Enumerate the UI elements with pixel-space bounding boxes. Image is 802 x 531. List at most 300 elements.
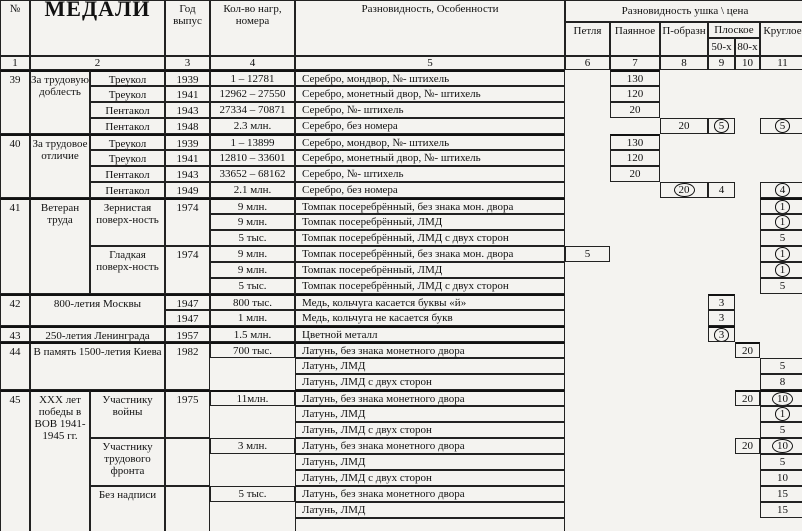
medal-type-text: Пентакол [105,105,150,117]
column-number-text: 9 [718,57,725,69]
variant-description-text: Латунь, ЛМД [302,360,366,372]
issue-year [165,182,210,198]
issue-year-text: 1947 [176,313,199,325]
medal-type [90,102,165,118]
issue-year [165,390,210,438]
price-c10 [735,438,760,454]
medal-name-text: 250-летия Ленинграда [45,330,150,342]
column-number [610,56,660,70]
award-count [210,198,295,214]
issue-year [165,246,210,294]
issue-year [165,294,210,310]
award-count [210,214,295,230]
medal-number-text: 44 [9,346,21,358]
medal-name-text: XXX лет победы в ВОВ 1941-1945 гг. [34,394,86,442]
variant-description-text: Латунь, ЛМД с двух сторон [302,472,432,484]
award-count [210,294,295,310]
variant-description [295,422,565,438]
header-c9-text: 50-х [711,41,732,53]
header-c6-text: Петля [573,25,602,37]
variant-description-text: Серебро, мондвор, №- штихель [302,136,450,149]
variant-description [295,390,565,406]
award-count-text: 27334 – 70871 [219,104,286,116]
variant-description [295,486,565,502]
header-count-text: Кол-во нагр, номера [223,3,282,27]
award-count [210,166,295,182]
award-count-text: 2.1 млн. [233,184,272,196]
award-count [210,358,295,374]
price-value: 5 [779,424,786,436]
price-c11 [760,118,802,134]
header-c8-text: П-образн [662,25,706,37]
column-number [565,56,610,70]
price-value: 5 [584,248,591,260]
issue-year [165,342,210,390]
medal-number-text: 42 [9,298,21,310]
price-c11 [760,486,802,502]
award-count-text: 33652 – 68162 [219,168,286,180]
award-count-text: 5 тыс. [238,280,267,292]
price-c7 [610,166,660,182]
award-count-text: 11млн. [236,392,269,405]
variant-description-text: Латунь, без знака монетного двора [302,488,465,500]
header-c11 [760,22,802,56]
price-value: 20 [678,120,690,132]
issue-year-text: 1943 [176,105,199,117]
price-value: 20 [629,168,641,180]
header-flat-text: Плоское [714,24,754,36]
price-c9 [708,294,735,310]
award-count-text: 9 млн. [237,248,268,260]
price-value: 20 [674,183,695,197]
column-number-text: 1 [12,57,18,69]
award-count-text: 800 тыс. [232,296,273,309]
issue-year [165,310,210,326]
header-loop-group [565,0,802,22]
variant-description-text: Томпак посеребрённый, ЛМД [302,264,443,276]
price-value: 5 [779,280,786,292]
variant-description-text: Серебро, №- штихель [302,104,404,116]
header-loop-group-text: Разновидность ушка \ цена [621,5,749,17]
award-count-text: 9 млн. [237,200,268,213]
medal-name [30,326,165,342]
award-count-text: 9 млн. [237,216,268,228]
price-c11 [760,246,802,262]
column-number [30,56,165,70]
column-number [295,56,565,70]
price-value: 3 [718,296,725,309]
medal-type [90,134,165,150]
medal-type-text: Пентакол [105,185,150,197]
medal-number [0,294,30,326]
header-count [210,0,295,56]
issue-year-text: 1939 [176,138,199,150]
medal-name [30,342,165,390]
header-c8 [660,22,708,56]
price-c7 [610,86,660,102]
price-c11 [760,358,802,374]
variant-description [295,294,565,310]
award-count [210,406,295,422]
issue-year [165,198,210,246]
award-count [210,310,295,326]
price-c9 [708,310,735,326]
variant-description-text: Медь, кольчуга касается буквы «й» [302,296,467,309]
variant-description [295,278,565,294]
variant-description [295,470,565,486]
variant-description-text: Латунь, ЛМД [302,504,366,516]
variant-description [295,182,565,198]
column-number [708,56,735,70]
award-count [210,278,295,294]
medal-type [90,166,165,182]
medal-type [90,118,165,134]
medal-number-text: 39 [9,74,21,86]
price-value: 5 [779,360,786,372]
variant-description [295,150,565,166]
header-desc [295,0,565,56]
medal-name-text: В память 1500-летия Киева [33,346,162,358]
issue-year [165,150,210,166]
price-value: 20 [742,440,753,452]
header-c7-text: Паянное [614,25,656,37]
medal-type-text: Гладкая поверх-ность [96,249,159,273]
medal-type-text: Пентакол [105,121,150,133]
medal-name [30,198,90,294]
award-count-text: 2.3 млн. [233,120,272,132]
issue-year [165,86,210,102]
variant-description [295,374,565,390]
issue-year [165,102,210,118]
variant-description [295,102,565,118]
price-value: 130 [626,136,644,149]
issue-year [165,438,210,486]
variant-description [295,310,565,326]
award-count [210,262,295,278]
header-year-text: Год выпус [173,3,202,27]
variant-description-text: Цветной металл [302,328,378,341]
medal-type [90,182,165,198]
price-value: 5 [714,119,730,133]
award-count [210,182,295,198]
price-value: 5 [779,456,786,468]
variant-description-text: Латунь, ЛМД [302,456,366,468]
column-number-text: 7 [632,57,638,69]
variant-description [295,230,565,246]
variant-description [295,502,565,518]
medal-name [30,294,165,326]
award-count [210,518,295,531]
price-c11 [760,262,802,278]
price-c10 [735,390,760,406]
award-count [210,150,295,166]
variant-description-text: Томпак посеребрённый, без знака мон. двора [302,200,514,213]
price-c11 [760,182,802,198]
price-value: 10 [772,392,793,406]
variant-description [295,262,565,278]
medal-type-text: Пентакол [105,169,150,181]
medal-number-text: 40 [9,138,21,150]
header-title [30,0,165,56]
medal-type-text: Треукол [108,153,147,165]
medal-type-text: Участнику войны [102,394,153,418]
medal-name [30,70,90,134]
price-c9 [708,326,735,342]
medal-type [90,486,165,531]
medal-name-text: Ветеран труда [40,202,80,226]
column-number [210,56,295,70]
medal-type-text: Треукол [108,89,147,101]
column-number-text: 2 [94,57,101,69]
price-value: 8 [779,376,786,388]
column-number-text: 10 [742,57,753,69]
medal-number [0,390,30,531]
header-c9 [708,38,735,56]
variant-description-text: Латунь, ЛМД [302,408,366,420]
issue-year [165,326,210,342]
medal-name-text: За трудовую доблесть [31,74,89,98]
header-c10-text: 80-х [737,41,758,53]
variant-description-text: Латунь, ЛМД с двух сторон [302,424,432,436]
award-count-text: 12810 – 33601 [219,152,286,164]
variant-description-text: Серебро, №- штихель [302,168,404,180]
award-count-text: 700 тыс. [232,344,273,357]
header-flat [708,22,760,38]
award-count [210,70,295,86]
price-value: 4 [775,183,791,197]
medal-name [30,390,90,531]
medal-name [30,134,90,198]
column-number-text: 5 [427,57,433,69]
award-count [210,438,295,454]
variant-description-text: Серебро, без номера [302,184,398,196]
column-number [660,56,708,70]
variant-description-text: Латунь, без знака монетного двора [302,440,465,452]
price-c11 [760,502,802,518]
price-c11 [760,422,802,438]
variant-description-text: Латунь, без знака монетного двора [302,392,465,405]
variant-description [295,406,565,422]
medal-number-text: 43 [9,330,21,342]
price-value: 5 [779,232,786,244]
variant-description [295,70,565,86]
issue-year-text: 1939 [176,74,199,86]
price-c11 [760,214,802,230]
issue-year [165,166,210,182]
variant-description [295,326,565,342]
price-c7 [610,150,660,166]
price-value: 120 [626,152,644,164]
price-c9 [708,182,735,198]
medal-type-text: Зернистая поверх-ность [96,202,159,226]
variant-description-text: Томпак посеребрённый, ЛМД с двух сторон [302,280,509,292]
issue-year [165,70,210,86]
column-number-text: 4 [249,57,256,69]
column-number [760,56,802,70]
variant-description-text: Томпак посеребрённый, ЛМД с двух сторон [302,232,509,244]
medal-number [0,342,30,390]
medal-type [90,198,165,246]
price-value: 3 [718,312,725,324]
medal-type [90,438,165,486]
medal-type [90,70,165,86]
variant-description-text: Серебро, монетный двор, №- штихель [302,88,481,100]
price-value: 10 [772,439,793,453]
issue-year-text: 1941 [176,89,199,101]
issue-year-text: 1975 [176,394,199,406]
price-c11 [760,470,802,486]
variant-description-text: Латунь, без знака монетного двора [302,344,465,357]
price-c7 [610,102,660,118]
column-number-text: 8 [681,57,687,69]
header-c11-text: Круглое [763,25,802,37]
medal-name-text: 800-летия Москвы [53,298,142,310]
award-count-text: 5 тыс. [238,488,267,500]
medal-number [0,134,30,198]
price-value: 20 [629,104,641,116]
price-value: 1 [775,263,791,277]
column-number [165,56,210,70]
variant-description [295,166,565,182]
price-c9 [708,118,735,134]
header-c7 [610,22,660,56]
award-count-text: 1 – 13899 [230,136,275,149]
price-value: 1 [775,215,791,229]
price-value: 20 [742,344,753,357]
medal-type-text: Треукол [108,74,147,86]
issue-year-text: 1949 [176,185,199,197]
award-count-text: 5 тыс. [238,232,267,244]
variant-description [295,342,565,358]
award-count-text: 1 – 12781 [230,72,275,85]
price-c7 [610,70,660,86]
award-count [210,246,295,262]
variant-description-text: Медь, кольчуга не касается букв [302,312,453,324]
award-count [210,390,295,406]
award-count-text: 9 млн. [237,264,268,276]
price-value: 1 [775,200,791,214]
price-value: 120 [626,88,644,100]
column-number-text: 6 [584,57,591,69]
award-count-text: 3 млн. [237,440,268,452]
price-c8 [660,118,708,134]
medal-number-text: 45 [9,394,21,406]
award-count [210,134,295,150]
column-number [0,56,30,70]
issue-year [165,134,210,150]
header-num-text: № [9,3,21,15]
award-count [210,118,295,134]
variant-description [295,358,565,374]
price-value: 10 [777,472,788,484]
variant-description [295,198,565,214]
price-value: 130 [626,72,644,85]
award-count-text: 1 млн. [237,312,268,324]
award-count-text: 1.5 млн. [233,328,272,341]
price-c11 [760,198,802,214]
issue-year-text: 1974 [176,202,199,214]
issue-year [165,118,210,134]
variant-description-text: Латунь, ЛМД с двух сторон [302,376,432,388]
award-count-text: 12962 – 27550 [219,88,286,100]
variant-description-text: Томпак посеребрённый, ЛМД [302,216,443,228]
price-c11 [760,230,802,246]
award-count [210,342,295,358]
price-value: 20 [742,392,753,405]
variant-description [295,118,565,134]
medal-number [0,326,30,342]
price-c11 [760,278,802,294]
price-value: 5 [775,119,791,133]
issue-year-text: 1943 [176,169,199,181]
price-c11 [760,390,802,406]
price-c11 [760,374,802,390]
award-count [210,422,295,438]
header-year [165,0,210,56]
column-number-text: 11 [777,57,788,69]
variant-description [295,246,565,262]
medal-type [90,86,165,102]
variant-description [295,214,565,230]
medal-type-text: Треукол [108,138,147,150]
issue-year-text: 1948 [176,121,199,133]
medal-type [90,390,165,438]
medal-type [90,246,165,294]
issue-year [165,486,210,531]
price-c10 [735,342,760,358]
header-num [0,0,30,56]
medal-number [0,70,30,134]
medal-number [0,198,30,294]
price-value: 1 [775,247,791,261]
price-value: 15 [777,488,788,500]
price-c8 [660,182,708,198]
medal-type-text: Участнику трудового фронта [102,441,153,477]
column-number-text: 3 [184,57,191,69]
issue-year-text: 1957 [176,330,199,342]
award-count [210,470,295,486]
price-value: 1 [775,407,791,421]
issue-year-text: 1982 [176,346,199,358]
variant-description [295,454,565,470]
variant-description [295,86,565,102]
award-count [210,502,295,518]
variant-description-text: Томпак посеребрённый, без знака мон. двора [302,248,514,260]
header-c10 [735,38,760,56]
medal-type-text: Без надписи [98,489,157,501]
award-count [210,374,295,390]
price-value: 15 [777,504,788,516]
variant-description [295,134,565,150]
variant-description-text: Серебро, монетный двор, №- штихель [302,152,481,164]
medal-type [90,150,165,166]
price-c11 [760,438,802,454]
medal-number-text: 41 [9,202,21,214]
variant-description [295,438,565,454]
variant-description-text: Серебро, мондвор, №- штихель [302,72,450,85]
issue-year-text: 1941 [176,153,199,165]
header-desc-text: Разновидность, Особенности [361,3,499,15]
price-c7 [610,134,660,150]
header-title-text: МЕДАЛИ [44,0,151,21]
price-value: 3 [714,328,730,342]
price-c11 [760,406,802,422]
header-c6 [565,22,610,56]
issue-year-text: 1947 [176,298,199,310]
award-count [210,326,295,342]
award-count [210,454,295,470]
issue-year-text: 1974 [176,249,199,261]
